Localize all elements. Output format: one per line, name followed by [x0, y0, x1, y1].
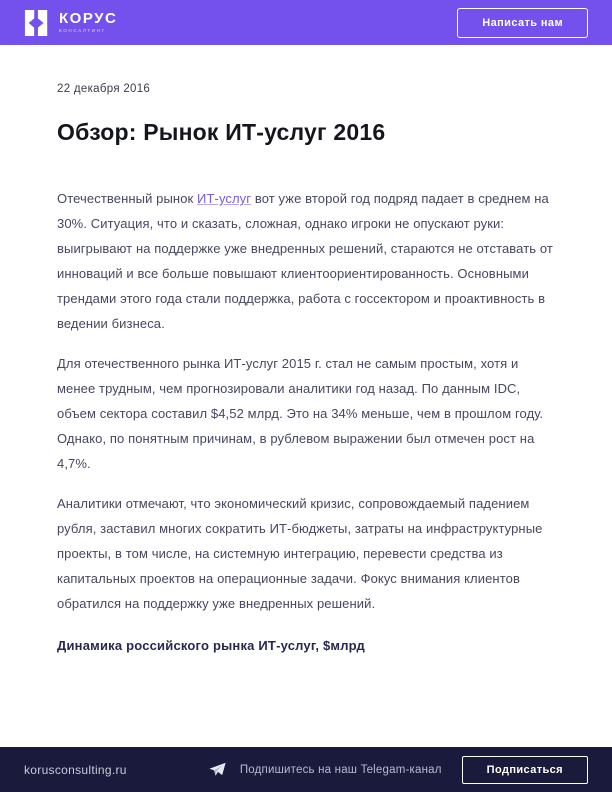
article-date: 22 декабря 2016	[57, 83, 151, 95]
paragraph-2: Для отечественного рынка ИТ-услуг 2015 г. стал не самым простым, хотя и менее трудным, чем прогнозировали аналитики год назад. По данным IDC, объем сектора составил $4,52 млрд. Это на 34% меньше, чем в прошлом году. Однако, по понятным причинам, в рублевом выражении был отмечен рост на 4,7%.	[57, 356, 544, 471]
footer-site-link[interactable]: korusconsulting.ru	[24, 762, 127, 777]
korus-logo-icon	[24, 10, 50, 36]
site-footer	[0, 747, 612, 792]
footer-telegram-block	[209, 756, 588, 784]
paragraph-1-text-after: вот уже второй год подряд падает в среднем на 30%. Ситуация, что и сказать, сложная, однако игроки не опускают руки: выигрывают на поддержке уже внедренных решений, стараются не отставать от инноваций и все больше повышают клиентоориентированность. Основными трендами этого года стали поддержка, работа с госсектором и проактивность в ведении бизнеса.	[57, 191, 553, 331]
article-body	[57, 186, 555, 653]
korus-logo-text	[59, 11, 117, 34]
article-main	[0, 45, 612, 747]
telegram-plane-icon	[209, 762, 226, 777]
telegram-prompt: Подпишитесь на наш Telegam-канал	[239, 763, 442, 776]
paragraph-3: Аналитики отмечают, что экономический кризис, сопровождаемый падением рубля, заставил многих сократить ИТ-бюджеты, затраты на инфраструктурные проекты, в том числе, на системную интеграцию, перевести средства из капитальных проектов на операционные задачи. Фокус внимания клиентов обратился на поддержку уже внедренных решений.	[57, 496, 543, 611]
site-header	[0, 0, 612, 45]
subscribe-button[interactable]: Подписаться	[462, 756, 588, 784]
logo-title: КОРУС	[59, 10, 118, 28]
page-title: Обзор: Рынок ИТ-услуг 2016	[57, 119, 386, 145]
paragraph-1-text-before: Отечественный рынок	[57, 191, 198, 206]
logo-subtitle: КОНСАЛТИНГ	[59, 28, 106, 34]
contact-us-button[interactable]: Написать нам	[457, 8, 588, 38]
it-services-link[interactable]: ИТ-услуг	[197, 191, 252, 206]
paragraph-1	[57, 186, 555, 336]
chart-heading: Динамика российского рынка ИТ-услуг, $млрд	[57, 638, 365, 653]
korus-logo[interactable]	[24, 10, 117, 36]
